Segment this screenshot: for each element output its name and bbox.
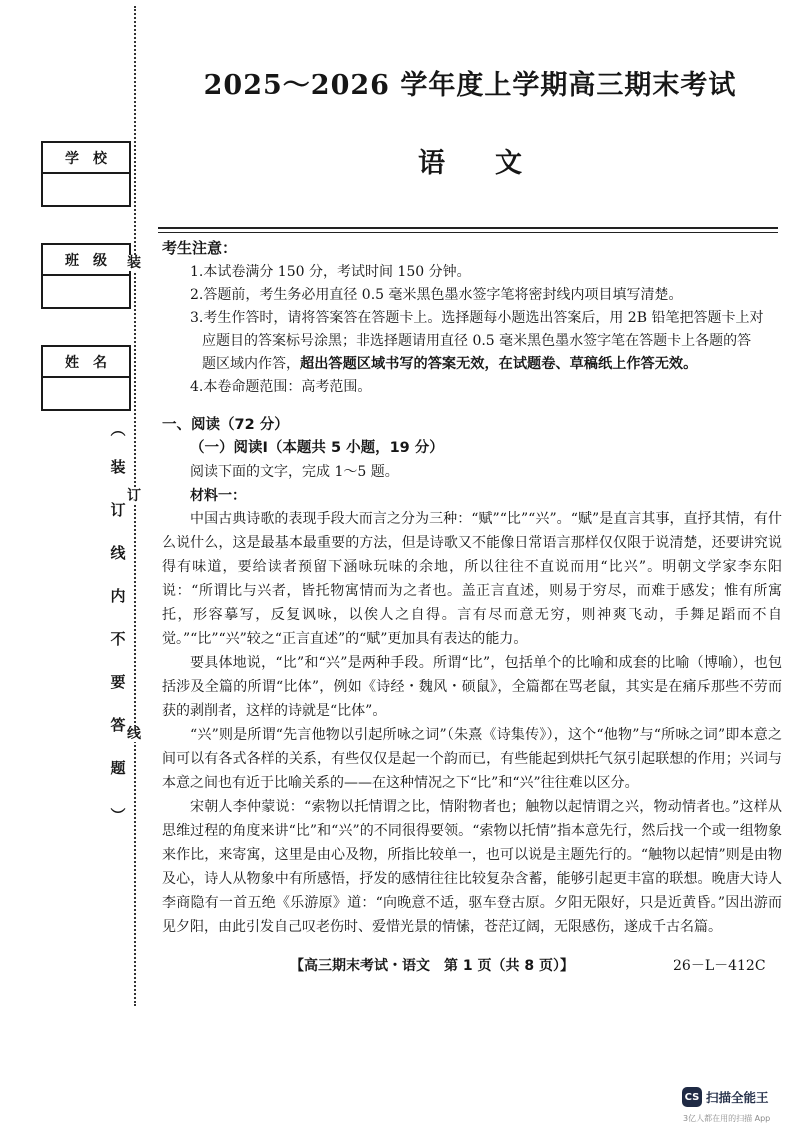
name-blank[interactable] — [43, 378, 129, 409]
binding-mark-ding: 订 — [127, 488, 141, 504]
scanner-app-name: 扫描全能王 — [706, 1090, 769, 1105]
notice-item: 3.考生作答时，请将答案答在答题卡上。选择题每小题选出答案后，用 2B 铅笔把答题卡上对 — [190, 310, 764, 326]
notice-item: 2.答题前，考生务必用直径 0.5 毫米黑色墨水签字笔将密封线内项目填写清楚。 — [190, 287, 683, 303]
notice-heading: 考生注意： — [162, 239, 238, 257]
vertical-note-char: 线 — [110, 544, 126, 562]
vertical-note-char: 题 — [110, 759, 126, 777]
vertical-note-char: 内 — [110, 587, 126, 605]
vertical-note-char: 订 — [110, 501, 126, 519]
class-blank[interactable] — [43, 276, 129, 307]
section-title: 一、阅读（72 分） — [162, 417, 289, 433]
notice-item-continued: 应题目的答案标号涂黑；非选择题请用直径 0.5 毫米黑色墨水签字笔在答题卡上各题的答 — [202, 333, 752, 349]
binding-dotted-line — [134, 6, 136, 1006]
vertical-note-open-paren: （ — [108, 421, 127, 437]
vertical-note-char: 不 — [110, 630, 126, 648]
notice-item: 4.本卷命题范围：高考范围。 — [190, 379, 372, 395]
scanner-logo-icon: CS — [682, 1087, 702, 1107]
passage-paragraph: 中国古典诗歌的表现手段大而言之分为三种：“赋”“比”“兴”。“赋”是直言其事，直抒其情，有什么说什么，这是最基本最重要的方法，但是诗歌又不能像日常语言那样仅仅限于说清楚，还要讲究说得有味道，要给读者预留下涵咏玩味的余地，所以往往不直说而用“比兴”。明朝文学家李东阳说：“所谓比与兴者，皆托物寓情而为之者也。盖正言直述，则易于穷尽，而难于感发；惟有所寓托，形容摹写，反复讽咏，以俟人之自得。言有尽而意无穷，则神爽飞动，手舞足蹈而不自觉。”“比”“兴”较之“正言直述”的“赋”更加具有表达的能力。 — [162, 511, 782, 647]
header-divider — [158, 227, 778, 229]
notice-item: 1.本试卷满分 150 分，考试时间 150 分钟。 — [190, 264, 471, 280]
class-field — [41, 243, 131, 309]
binding-mark-xian: 线 — [127, 726, 141, 742]
class-label: 班级 — [43, 245, 129, 276]
material-label: 材料一： — [190, 488, 246, 504]
name-label: 姓名 — [43, 347, 129, 378]
notice-emphasis: 超出答题区域书写的答案无效，在试题卷、草稿纸上作答无效。 — [300, 356, 698, 372]
reading-instruction: 阅读下面的文字，完成 1～5 题。 — [190, 464, 399, 480]
exam-title: 2025～2026 学年度上学期高三期末考试 — [203, 70, 737, 101]
paper-code: 26－L－412C — [673, 958, 766, 974]
notice-item-continued — [190, 353, 782, 376]
header-divider-thin — [158, 232, 778, 233]
vertical-note-char: 答 — [110, 716, 126, 734]
passage-paragraph: 要具体地说，“比”和“兴”是两种手段。所谓“比”，包括单个的比喻和成套的比喻（博喻），也包括涉及全篇的所谓“比体”，例如《诗经・魏风・硕鼠》，全篇都在骂老鼠，其实是在痛斥那些不劳而获的剥削者，这样的诗就是“比体”。 — [162, 655, 782, 719]
school-field — [41, 141, 131, 207]
passage-paragraph: “兴”则是所谓“先言他物以引起所咏之词”（朱熹《诗集传》），这个“他物”与“所咏之词”即本意之间可以有各式各样的关系，有些仅仅是起一个韵而已，有些能起到烘托气氛引起联想的作用；兴词与本意之间也有近于比喻关系的——在这种情况之下“比”和“兴”往往难以区分。 — [162, 727, 782, 791]
passage-paragraph: 宋朝人李仲蒙说：“索物以托情谓之比，情附物者也；触物以起情谓之兴，物动情者也。”这样从思维过程的角度来讲“比”和“兴”的不同很得要领。“索物以托情”指本意先行，然后找一个或一组物象来作比，来寄寓，这里是由心及物，所指比较单一，也可以说是主题先行的。“触物以起情”则是由物及心，诗人从物象中有所感悟，抒发的感情往往比较复杂含蓄，能够引起更丰富的联想。晚唐大诗人李商隐有一首五绝《乐游原》道：“向晚意不适，驱车登古原。夕阳无限好，只是近黄昏。”因出游而见夕阳，由此引发自己叹老伤时、爱惜光景的情愫，苍茫辽阔，无限感伤，遂成千古名篇。 — [162, 799, 782, 935]
school-blank[interactable] — [43, 174, 129, 205]
school-label: 学校 — [43, 143, 129, 174]
binding-mark-zhuang: 装 — [127, 255, 141, 271]
notice-item-text: 题区域内作答， — [202, 356, 300, 372]
notice-list — [190, 261, 782, 399]
name-field — [41, 345, 131, 411]
section-subtitle: （一）阅读Ⅰ（本题共 5 小题，19 分） — [190, 440, 444, 456]
vertical-note-close-paren: ） — [108, 807, 127, 823]
vertical-note-char: 装 — [110, 458, 126, 476]
no-answer-vertical-note — [108, 415, 128, 843]
page-footer: 【高三期末考试・语文 第 1 页（共 8 页）】 — [290, 958, 574, 974]
reading-passage — [162, 507, 782, 939]
subject-title: 语文 — [418, 148, 572, 179]
scanner-slogan: 3亿人都在用的扫描 App — [683, 1114, 771, 1123]
vertical-note-char: 要 — [110, 673, 126, 691]
